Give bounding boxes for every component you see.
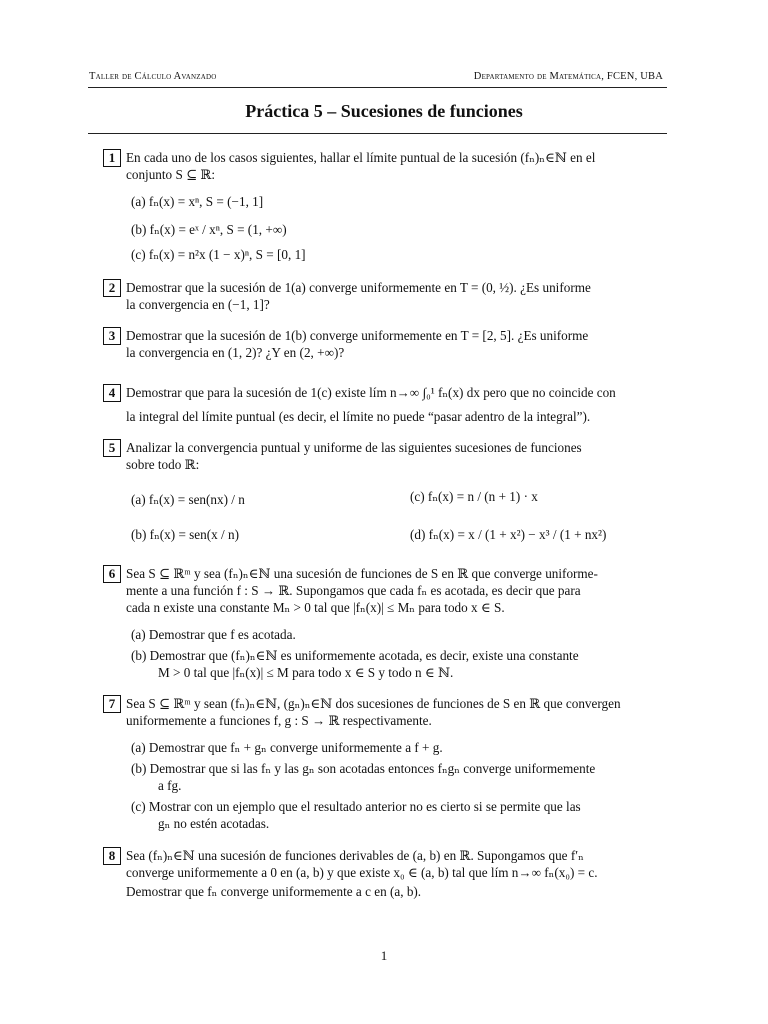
- exercise-number: 3: [103, 327, 121, 345]
- header-rule: [88, 87, 667, 88]
- exercise-text: Demostrar que para la sucesión de 1(c) existe lím n→∞ ∫₀¹ fₙ(x) dx pero que no coincide con: [126, 385, 616, 400]
- exercise-number: 4: [103, 384, 121, 402]
- exercise-text: Demostrar que fₙ converge uniformemente a c en (a, b).: [126, 884, 422, 899]
- exercise-text: conjunto S ⊆ ℝ:: [126, 167, 216, 182]
- exercise-item: (c) Mostrar con un ejemplo que el resultado anterior no es cierto si se permite que las: [131, 799, 581, 814]
- exercise-item: gₙ no estén acotadas.: [158, 816, 270, 831]
- exercise-text: mente a una función f : S → ℝ. Supongamos que cada fₙ es acotada, es decir que para: [126, 583, 581, 598]
- exercise-text: En cada uno de los casos siguientes, hallar el límite puntual de la sucesión (fₙ)ₙ∈ℕ en el: [126, 150, 596, 165]
- exercise-number: 5: [103, 439, 121, 457]
- exercise-item: (a) fₙ(x) = sen(nx) / n: [131, 492, 245, 507]
- exercise-text: la integral del límite puntual (es decir, el límite no puede “pasar adentro de la integral”).: [126, 409, 591, 424]
- exercise-text: Sea S ⊆ ℝᵐ y sea (fₙ)ₙ∈ℕ una sucesión de funciones de S en ℝ que converge uniforme-: [126, 566, 598, 581]
- exercise-item: (c) fₙ(x) = n²x (1 − x)ⁿ, S = [0, 1]: [131, 247, 306, 262]
- exercise-item: (b) Demostrar que (fₙ)ₙ∈ℕ es uniformemente acotada, es decir, existe una constante: [131, 648, 579, 663]
- exercise-text: sobre todo ℝ:: [126, 457, 200, 472]
- exercise-item: a fg.: [158, 778, 182, 793]
- exercise-item: (d) fₙ(x) = x / (1 + x²) − x³ / (1 + nx²): [410, 527, 607, 542]
- exercise-item: (a) Demostrar que fₙ + gₙ converge uniformemente a f + g.: [131, 740, 443, 755]
- exercise-item: (c) fₙ(x) = n / (n + 1) · x: [410, 489, 538, 504]
- header-course: Taller de Cálculo Avanzado: [89, 71, 217, 82]
- exercise-item: (b) fₙ(x) = sen(x / n): [131, 527, 239, 542]
- exercise-number: 2: [103, 279, 121, 297]
- exercise-number: 1: [103, 149, 121, 167]
- exercise-item: (a) fₙ(x) = xⁿ, S = (−1, 1]: [131, 194, 264, 209]
- exercise-number: 8: [103, 847, 121, 865]
- exercise-text: Analizar la convergencia puntual y uniforme de las siguientes sucesiones de funciones: [126, 440, 582, 455]
- exercise-text: uniformemente a funciones f, g : S → ℝ respectivamente.: [126, 713, 432, 728]
- exercise-text: Demostrar que la sucesión de 1(b) converge uniformemente en T = [2, 5]. ¿Es uniforme: [126, 328, 589, 343]
- exercise-item: (b) Demostrar que si las fₙ y las gₙ son acotadas entonces fₙgₙ converge uniformemente: [131, 761, 596, 776]
- exercise-text: Demostrar que la sucesión de 1(a) converge uniformemente en T = (0, ½). ¿Es uniforme: [126, 280, 591, 295]
- exercise-number: 6: [103, 565, 121, 583]
- exercise-text: cada n existe una constante Mₙ > 0 tal que |fₙ(x)| ≤ Mₙ para todo x ∈ S.: [126, 600, 505, 615]
- title-rule: [88, 133, 667, 134]
- page-title: Práctica 5 – Sucesiones de funciones: [245, 101, 523, 121]
- exercise-number: 7: [103, 695, 121, 713]
- exercise-item: M > 0 tal que |fₙ(x)| ≤ M para todo x ∈ S y todo n ∈ ℕ.: [158, 665, 454, 680]
- exercise-text: Sea S ⊆ ℝᵐ y sean (fₙ)ₙ∈ℕ, (gₙ)ₙ∈ℕ dos sucesiones de funciones de S en ℝ que convergen: [126, 696, 621, 711]
- header-department: Departamento de Matemática, FCEN, UBA: [473, 71, 663, 82]
- exercise-item: (b) fₙ(x) = eˣ / xⁿ, S = (1, +∞): [131, 222, 287, 237]
- exercise-item: (a) Demostrar que f es acotada.: [131, 627, 296, 642]
- exercise-text: converge uniformemente a 0 en (a, b) y que existe x₀ ∈ (a, b) tal que lím n→∞ fₙ(x₀) = c.: [126, 865, 598, 880]
- exercise-text: Sea (fₙ)ₙ∈ℕ una sucesión de funciones derivables de (a, b) en ℝ. Supongamos que f′ₙ: [126, 848, 584, 863]
- exercise-text: la convergencia en (−1, 1]?: [126, 297, 270, 312]
- exercise-text: la convergencia en (1, 2)? ¿Y en (2, +∞)?: [126, 345, 345, 360]
- page-number: 1: [380, 948, 388, 963]
